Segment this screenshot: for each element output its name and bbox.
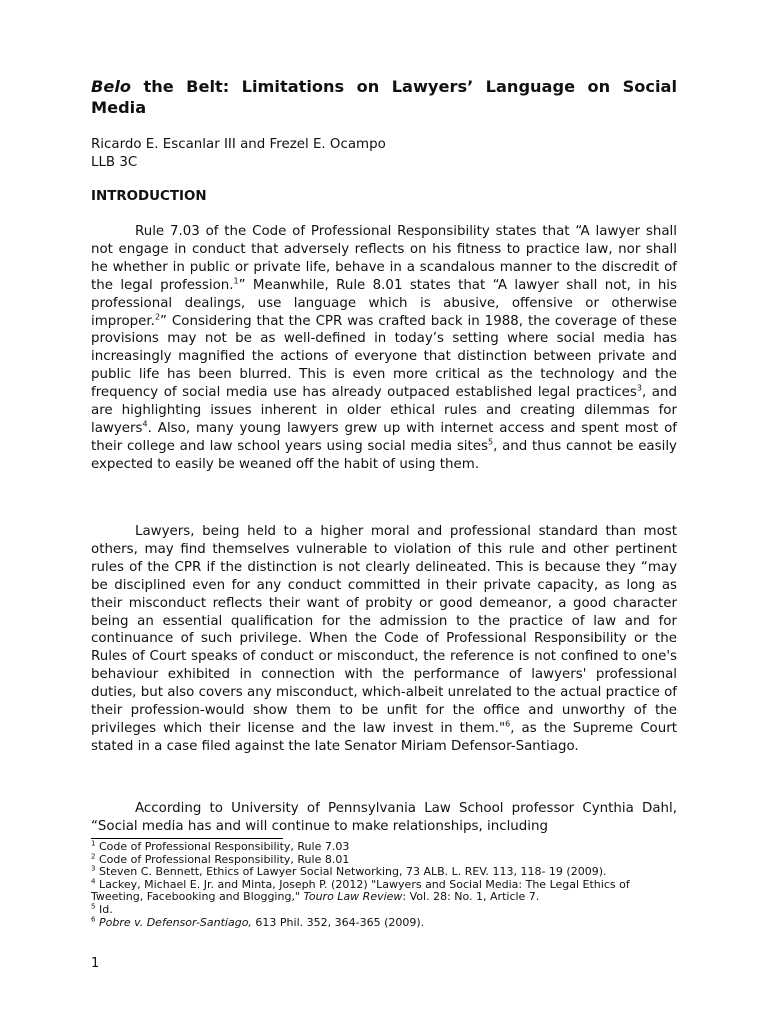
footnote-ref-2[interactable]: 2 — [154, 312, 161, 322]
footnote-ref-3[interactable]: 3 — [636, 383, 642, 393]
author-block — [91, 136, 677, 172]
title-italic-word: Belo — [91, 77, 131, 96]
p2-text-1: Lawyers, being held to a higher moral and professional standard than most others, may find themselves vulnerable to violation of this rule and other pertinent rules of the CPR if the distinction is not clearly delineated. This is because they “may be disciplined even for any conduct committed in their private capacity, as long as their misconduct reflects their want of probity or good demeanor, a good character being an essential qualification for the admission to the practice of law and for continuance of such privilege. When the Code of Professional Responsibility or the Rules of Court speaks of conduct or misconduct, the reference is not confined to one's behaviour exhibited in connection with the performance of lawyers' professional duties, but also covers any misconduct, which-albeit unrelated to the actual practice of their profession-would show them to be unfit for the office and unworthy of the privileges which their license and the law invest in them." — [91, 524, 677, 736]
footnote-ref-6[interactable]: 6 — [505, 719, 511, 729]
footnote-ref-1[interactable]: 1 — [233, 276, 239, 286]
footnote-ref-5[interactable]: 5 — [487, 437, 494, 447]
footnote-text: 613 Phil. 352, 364-365 (2009). — [251, 915, 425, 929]
page-number: 1 — [91, 956, 100, 971]
p1-text-4: , and are highlighting issues inherent in older ethical rules and creating dilemmas for lawyers — [91, 385, 677, 436]
p1-text-3: ” Considering that the CPR was crafted back in 1988, the coverage of these provisions may not be as well-defined in today’s setting where social media has increasingly magnified the actions of everyone that distinction between private and public life has been blurred. This is even more critical as the technology and the frequency of social media use has already outpaced established legal practices — [91, 313, 677, 401]
footnote-mark: 3 — [91, 864, 96, 873]
footnote-mark: 6 — [91, 914, 96, 923]
footnotes — [91, 841, 677, 929]
author-names: Ricardo E. Escanlar III and Frezel E. Ocampo — [91, 137, 386, 152]
footnote-text-tail: : Vol. 28: No. 1, Article 7. — [402, 890, 540, 904]
paragraph-2 — [91, 523, 677, 756]
p1-text-6: , and thus cannot be easily expected to easily be weaned off the habit of using them. — [91, 438, 677, 472]
p2-text-2: , as the Supreme Court stated in a case filed against the late Senator Miriam Defensor-Santiago. — [91, 720, 677, 754]
paper-title — [91, 76, 677, 118]
p1-text-1: Rule 7.03 of the Code of Professional Responsibility states that “A lawyer shall not engage in conduct that adversely reflects on his fitness to practice law, nor shall he whether in public or private life, behave in a scandalous manner to the discredit of the legal profession. — [91, 224, 677, 293]
title-rest: the Belt: Limitations on Lawyers’ Language on Social Media — [91, 77, 677, 117]
footnote-mark: 4 — [91, 877, 96, 886]
footnote-ref-4[interactable]: 4 — [142, 419, 148, 429]
footnote-mark: 2 — [91, 851, 96, 860]
paragraph-1 — [91, 223, 677, 474]
p1-text-2: ” Meanwhile, Rule 8.01 states that “A lawyer shall not, in his professional dealings, use language which is abusive, offensive or otherwise improper. — [91, 277, 677, 329]
footnote-text: Steven C. Bennett, Ethics of Lawyer Social Networking, 73 ALB. L. REV. 113, 118- 19 (2009). — [95, 865, 607, 879]
p1-text-5: . Also, many young lawyers grew up with internet access and spent most of their college and law school years using social media sites — [91, 420, 677, 454]
footnote-mark: 1 — [91, 839, 96, 848]
footnote-text: Lackey, Michael E. Jr. and Minta, Joseph P. (2012) "Lawyers and Social Media: The Legal Ethics of Tweeting, Facebooking and Blogging," — [91, 877, 630, 904]
footnote-journal: Touro Law Review — [303, 890, 403, 904]
footnote-4 — [91, 879, 677, 904]
paragraph-3 — [91, 800, 677, 836]
footnote-separator — [91, 838, 283, 839]
section-heading: INTRODUCTION — [91, 189, 207, 204]
footnote-text: Id. — [95, 902, 113, 916]
footnote-mark: 5 — [91, 902, 96, 911]
class-section: LLB 3C — [91, 155, 138, 170]
footnote-case-name: Pobre v. Defensor-Santiago, — [98, 915, 252, 929]
footnote-text: Code of Professional Responsibility, Rule 8.01 — [95, 852, 350, 866]
footnote-text: Code of Professional Responsibility, Rule 7.03 — [95, 840, 350, 853]
footnote-6 — [91, 914, 677, 930]
p3-text-1: According to University of Pennsylvania Law School professor Cynthia Dahl, “Social media has and will continue to make relationships, including — [91, 801, 677, 834]
